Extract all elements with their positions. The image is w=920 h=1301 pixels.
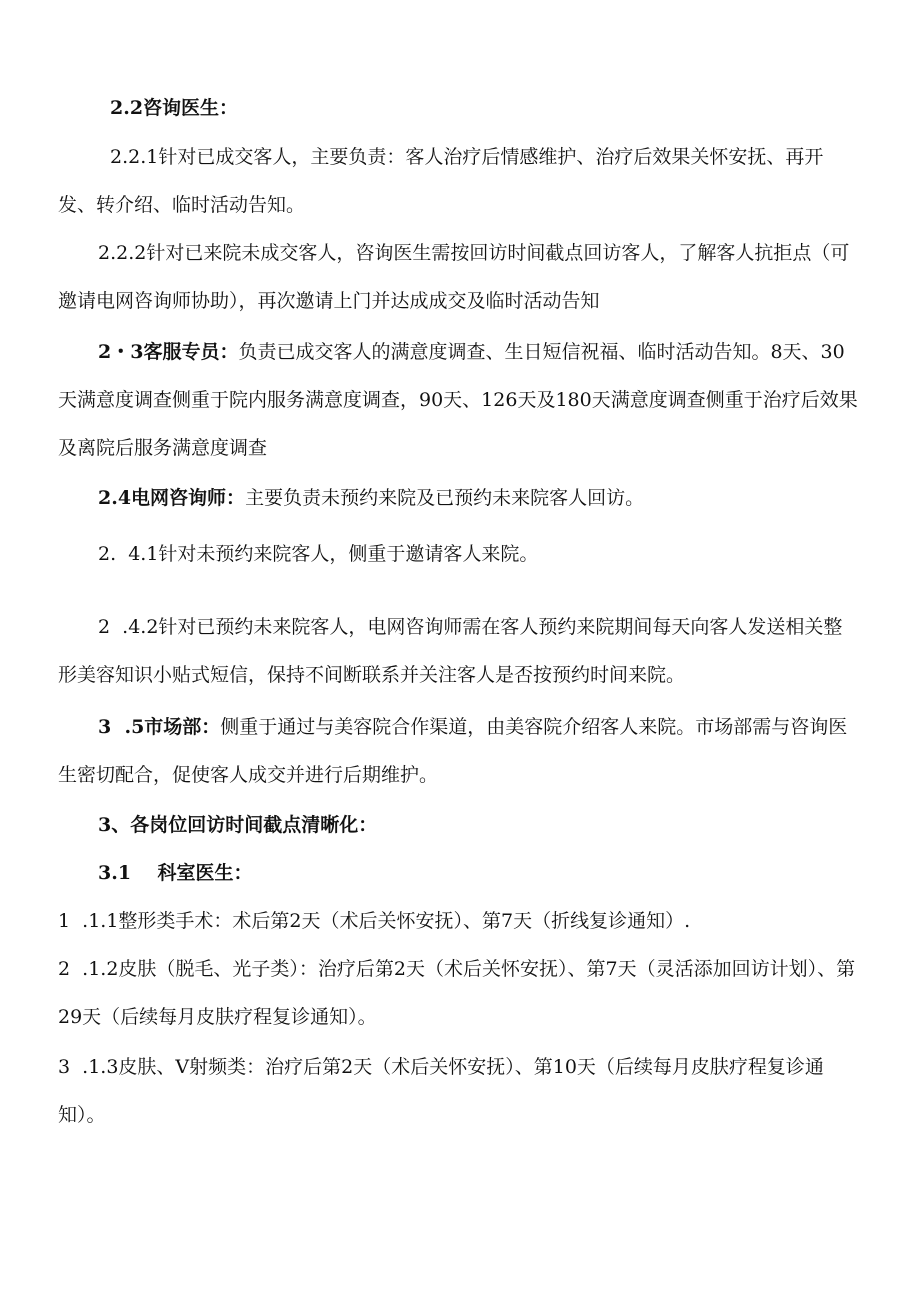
- heading-section-3: 3、各岗位回访时间截点清晰化：: [98, 814, 378, 836]
- paragraph-3-1-2: 2 .1.2皮肤（脱毛、光子类）：治疗后第2天（术后关怀安抚）、第7天（灵活添加回访计划）、第29天（后续每月皮肤疗程复诊通知）。: [58, 958, 856, 1028]
- paragraph-2-4-online-consultant: 2.4电网咨询师：主要负责未预约来院及已预约未来院客人回访。: [98, 487, 645, 509]
- heading-consulting-doctor: 2.2咨询医生：: [110, 97, 239, 119]
- paragraph-2-2-1: 2.2.1针对已成交客人，主要负责：客人治疗后情感维护、治疗后效果关怀安抚、再开发、转介绍、临时活动告知。: [58, 146, 824, 216]
- paragraph-3-1-3: 3 .1.3皮肤、V射频类：治疗后第2天（术后关怀安抚）、第10天（后续每月皮肤疗程复诊通知）。: [58, 1056, 824, 1126]
- paragraph-3-1-1: 1 .1.1整形类手术：术后第2天（术后关怀安抚）、第7天（折线复诊通知）.: [58, 910, 691, 932]
- paragraph-2-3-customer-service: 2・3客服专员：负责已成交客人的满意度调查、生日短信祝福、临时活动告知。8天、30天满意度调查侧重于院内服务满意度调查，90天、126天及180天满意度调查侧重于治疗后效果及离院后服务满意度调查: [58, 341, 858, 459]
- paragraph-lead: 3 .5市场部：: [98, 716, 221, 738]
- paragraph-lead: 2・3客服专员：: [98, 341, 239, 363]
- paragraph-2-5-marketing: 3 .5市场部：侧重于通过与美容院合作渠道，由美容院介绍客人来院。市场部需与咨询医生密切配合，促使客人成交并进行后期维护。: [58, 716, 848, 786]
- paragraph-2-4-1: 2. 4.1针对未预约来院客人，侧重于邀请客人来院。: [98, 543, 539, 565]
- paragraph-2-4-2: 2 .4.2针对已预约未来院客人，电网咨询师需在客人预约来院期间每天向客人发送相关整形美容知识小贴式短信，保持不间断联系并关注客人是否按预约时间来院。: [58, 616, 843, 686]
- heading-3-1-department-doctor: 3.1 科室医生：: [98, 862, 253, 884]
- paragraph-lead: 2.4电网咨询师：: [98, 487, 246, 509]
- paragraph-2-2-2: 2.2.2针对已来院未成交客人，咨询医生需按回访时间截点回访客人，了解客人抗拒点（可邀请电网咨询师协助），再次邀请上门并达成成交及临时活动告知: [58, 242, 850, 312]
